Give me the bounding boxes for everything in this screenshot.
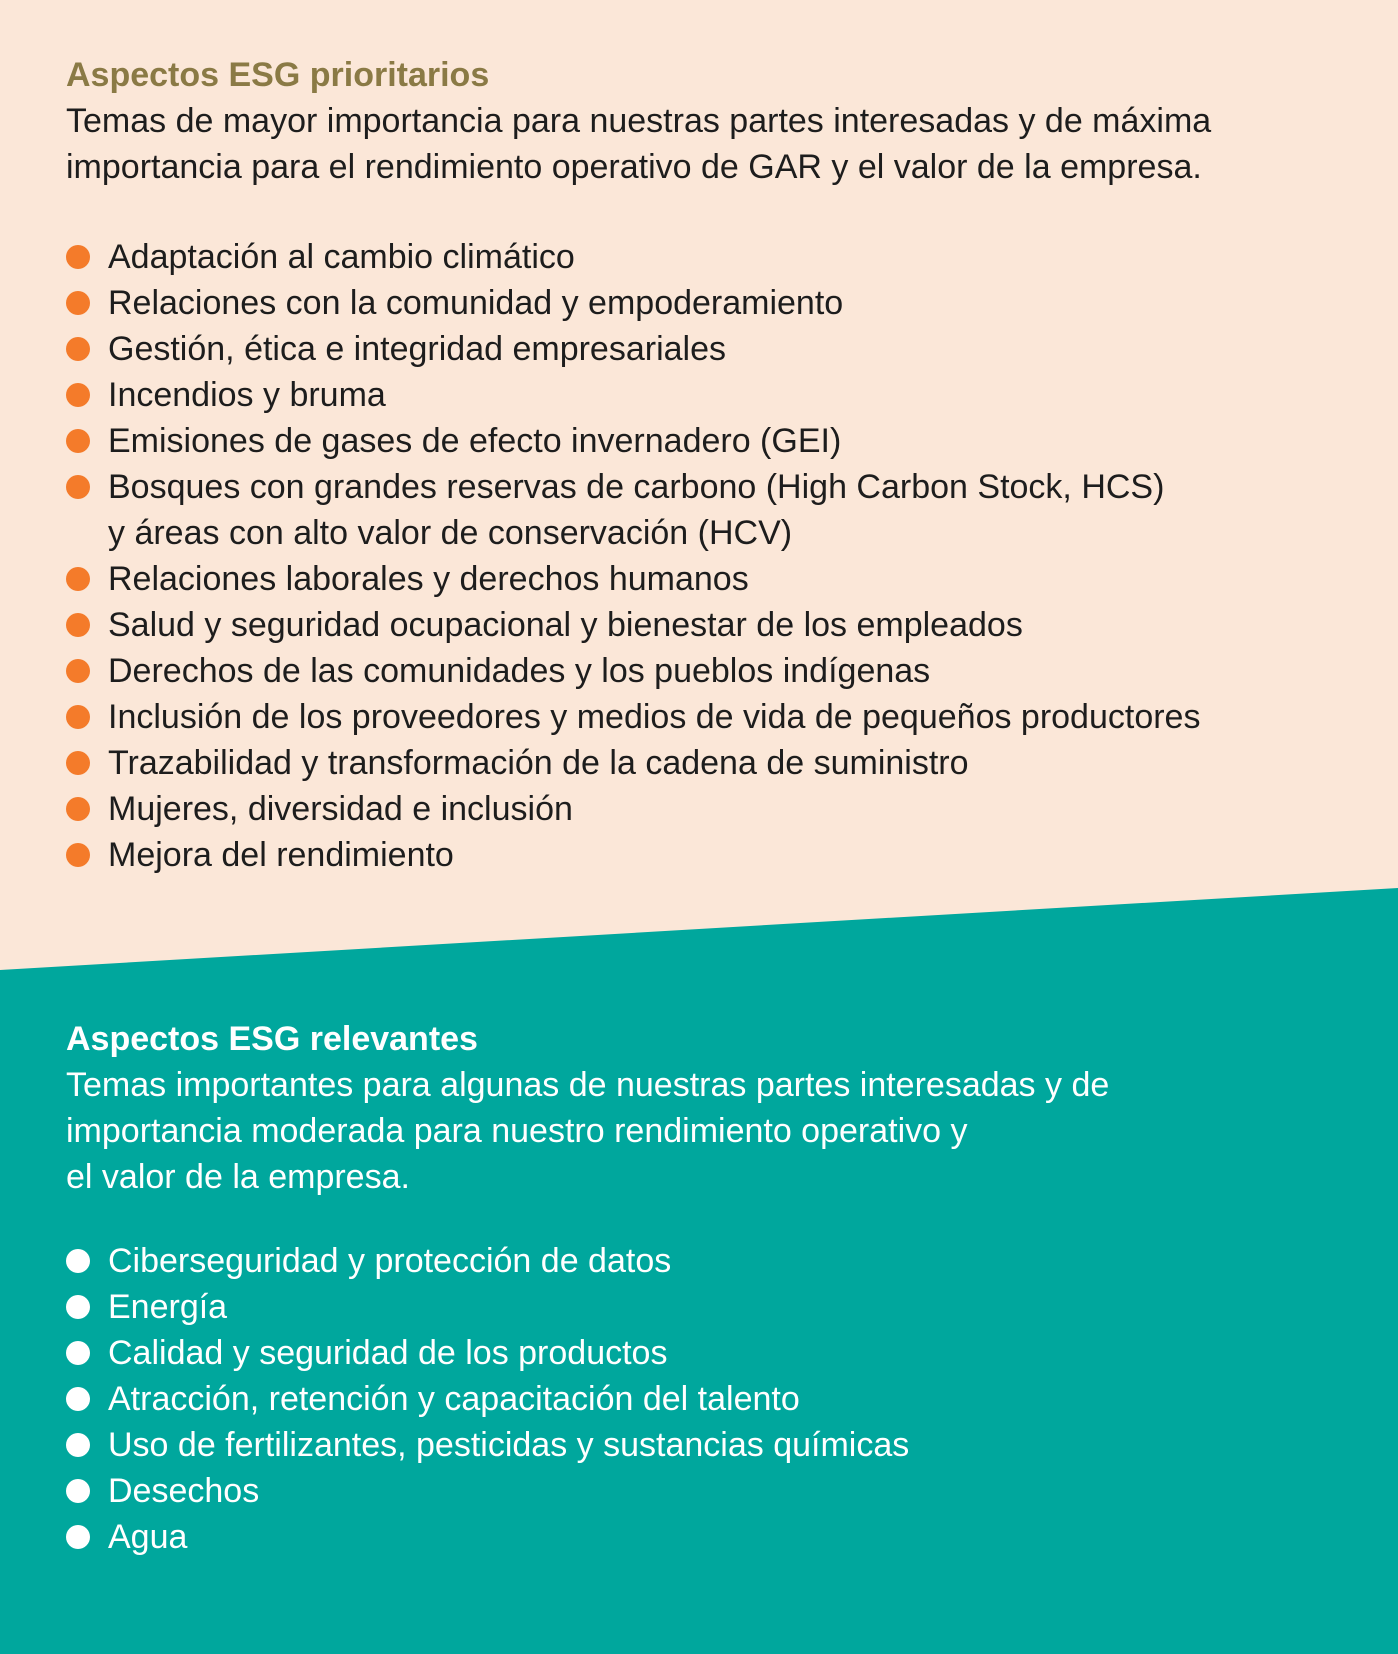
list-item [66, 1422, 1356, 1468]
list-item-text: Uso de fertilizantes, pesticidas y sustancias químicas [108, 1426, 910, 1464]
list-item-text: Mejora del rendimiento [108, 836, 454, 874]
list-item [66, 1468, 1356, 1514]
list-item [66, 740, 1356, 786]
list-item-text: Bosques con grandes reservas de carbono (High Carbon Stock, HCS) [108, 468, 1165, 506]
priority-description [66, 98, 1356, 190]
list-item [66, 832, 1356, 878]
list-item-text: Agua [108, 1518, 188, 1556]
list-item [66, 280, 1356, 326]
orange-bullet-icon [66, 383, 90, 407]
list-item-text: Inclusión de los proveedores y medios de vida de pequeños productores [108, 698, 1201, 736]
orange-bullet-icon [66, 429, 90, 453]
white-bullet-icon [66, 1249, 90, 1273]
list-item-text: Adaptación al cambio climático [108, 238, 575, 276]
white-bullet-icon [66, 1341, 90, 1365]
orange-bullet-icon [66, 797, 90, 821]
priority-description-line: Temas de mayor importancia para nuestras partes interesadas y de máxima [66, 102, 1212, 140]
orange-bullet-icon [66, 245, 90, 269]
orange-bullet-icon [66, 291, 90, 315]
list-item [66, 326, 1356, 372]
list-item [66, 1238, 1356, 1284]
list-item-text: y áreas con alto valor de conservación (HCV) [108, 514, 793, 552]
relevant-list [66, 1238, 1356, 1560]
relevant-section [66, 1016, 1356, 1560]
orange-bullet-icon [66, 705, 90, 729]
orange-bullet-icon [66, 337, 90, 361]
orange-bullet-icon [66, 567, 90, 591]
orange-bullet-icon [66, 613, 90, 637]
list-item [66, 556, 1356, 602]
list-item-text: Energía [108, 1288, 228, 1326]
relevant-description-line: el valor de la empresa. [66, 1158, 410, 1196]
orange-bullet-icon [66, 751, 90, 775]
list-item [66, 372, 1356, 418]
list-item-text: Salud y seguridad ocupacional y bienestar de los empleados [108, 606, 1023, 644]
list-item-text: Derechos de las comunidades y los pueblos indígenas [108, 652, 931, 690]
list-item-text: Relaciones con la comunidad y empoderamiento [108, 284, 844, 322]
white-bullet-icon [66, 1525, 90, 1549]
priority-section [66, 52, 1356, 878]
list-item [66, 234, 1356, 280]
list-item-text: Desechos [108, 1472, 260, 1510]
priority-list [66, 234, 1356, 878]
priority-description-line: importancia para el rendimiento operativo de GAR y el valor de la empresa. [66, 148, 1202, 186]
orange-bullet-icon [66, 659, 90, 683]
priority-heading: Aspectos ESG prioritarios [66, 56, 490, 94]
list-item [66, 464, 1356, 556]
list-item-text: Atracción, retención y capacitación del talento [108, 1380, 800, 1418]
list-item-text: Gestión, ética e integridad empresariales [108, 330, 726, 368]
list-item-text: Ciberseguridad y protección de datos [108, 1242, 672, 1280]
list-item-text: Emisiones de gases de efecto invernadero (GEI) [108, 422, 842, 460]
list-item-text: Mujeres, diversidad e inclusión [108, 790, 573, 828]
list-item [66, 418, 1356, 464]
list-item-text: Trazabilidad y transformación de la cadena de suministro [108, 744, 969, 782]
list-item [66, 1376, 1356, 1422]
relevant-heading: Aspectos ESG relevantes [66, 1020, 478, 1058]
orange-bullet-icon [66, 843, 90, 867]
relevant-description-line: Temas importantes para algunas de nuestras partes interesadas y de [66, 1066, 1110, 1104]
white-bullet-icon [66, 1295, 90, 1319]
list-item [66, 786, 1356, 832]
list-item-text: Relaciones laborales y derechos humanos [108, 560, 749, 598]
white-bullet-icon [66, 1479, 90, 1503]
orange-bullet-icon [66, 475, 90, 499]
white-bullet-icon [66, 1387, 90, 1411]
relevant-description-line: importancia moderada para nuestro rendimiento operativo y [66, 1112, 968, 1150]
white-bullet-icon [66, 1433, 90, 1457]
list-item-text: Calidad y seguridad de los productos [108, 1334, 668, 1372]
list-item [66, 602, 1356, 648]
list-item [66, 1284, 1356, 1330]
list-item [66, 1514, 1356, 1560]
list-item [66, 694, 1356, 740]
list-item-text: Incendios y bruma [108, 376, 386, 414]
relevant-description [66, 1062, 1356, 1200]
list-item [66, 1330, 1356, 1376]
list-item [66, 648, 1356, 694]
